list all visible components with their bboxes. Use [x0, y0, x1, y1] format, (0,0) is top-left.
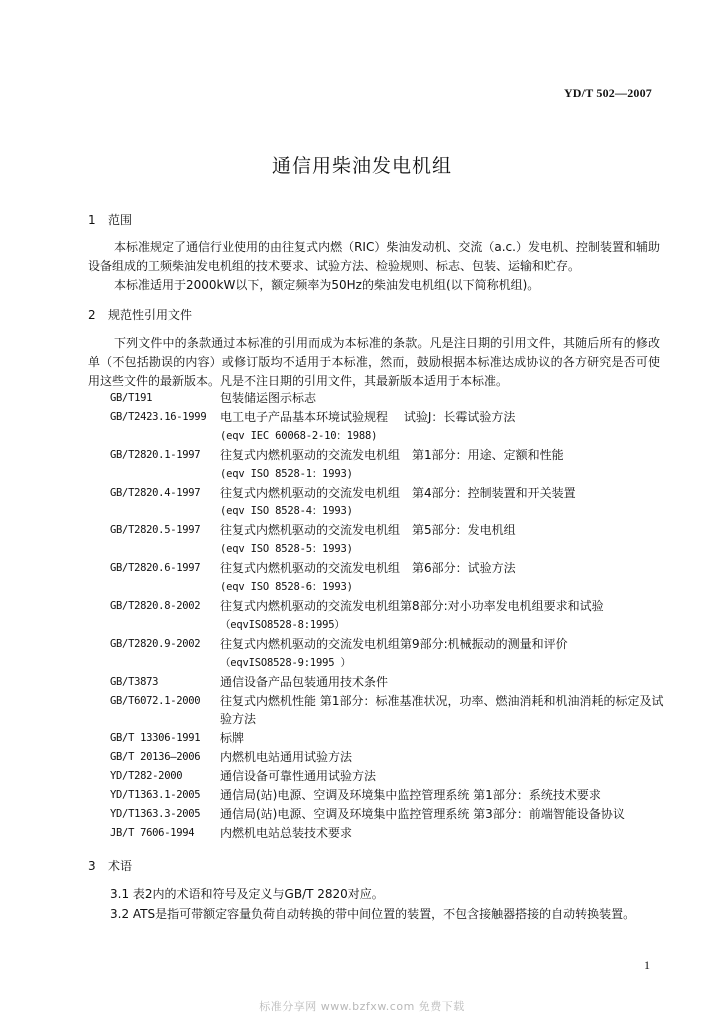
section-3-title: 术语 — [108, 859, 133, 873]
reference-item — [110, 389, 670, 408]
reference-item — [110, 446, 670, 484]
reference-item — [110, 805, 670, 824]
section-1-paragraph-2: 本标准适用于2000kW以下，额定频率为50Hz的柴油发电机组(以下简称机组)。 — [114, 278, 540, 292]
reference-title: 往复式内燃机驱动的交流发电机组 第1部分：用途、定额和性能 — [220, 447, 564, 462]
reference-code: YD/T282-2000 — [110, 770, 183, 783]
term-item-3-2: 3.2 ATS是指可带额定容量负荷自动转换的带中间位置的装置，不包含接触器搭接的自动转换装置。 — [110, 907, 636, 921]
reference-title: 内燃机电站总装技术要求 — [220, 825, 353, 840]
reference-code: GB/T2820.4-1997 — [110, 486, 201, 499]
section-2-number: 2 — [88, 308, 96, 322]
footer-watermark: 标准分享网 www.bzfxw.com 免费下载 — [259, 1000, 465, 1013]
reference-item — [110, 748, 670, 767]
section-2-intro: 下列文件中的条款通过本标准的引用而成为本标准的条款。凡是注日期的引用文件，其随后所有的修改单（不包括勘误的内容）或修订版均不适用于本标准，然而，鼓励根据本标准达成协议的各方研究是否可使用这些文件的最新版本。凡是不注日期的引用文件，其最新版本适用于本标准。 — [88, 336, 660, 388]
reference-list — [110, 389, 670, 843]
term-item-3-1: 3.1 表2内的术语和符号及定义与GB/T 2820对应。 — [110, 887, 384, 901]
reference-code: GB/T2820.6-1997 — [110, 562, 201, 575]
reference-item — [110, 786, 670, 805]
reference-item — [110, 597, 670, 635]
section-1-title: 范围 — [108, 213, 133, 227]
page-number: 1 — [644, 958, 650, 972]
section-2-title: 规范性引用文件 — [108, 308, 193, 322]
reference-equivalent: (eqv IEC 60068-2-10：1988) — [220, 429, 378, 442]
reference-title: 通信设备可靠性通用试验方法 — [220, 769, 377, 784]
reference-code: GB/T2423.16-1999 — [110, 410, 207, 423]
reference-title: 标牌 — [220, 731, 245, 746]
reference-item — [110, 729, 670, 748]
reference-code: GB/T2820.5-1997 — [110, 524, 201, 537]
section-3-heading — [88, 857, 132, 874]
reference-equivalent: (eqv ISO 8528-5：1993) — [220, 543, 353, 556]
reference-item — [110, 692, 670, 730]
reference-item — [110, 521, 670, 559]
reference-title: 往复式内燃机性能 第1部分：标准基准状况，功率、燃油消耗和机油消耗的标定及试验方法 — [220, 693, 664, 727]
reference-title: 电工电子产品基本环境试验规程 试验J：长霉试验方法 — [220, 409, 516, 424]
section-1-heading — [88, 211, 132, 228]
reference-title: 往复式内燃机驱动的交流发电机组第9部分:机械振动的测量和评价 — [220, 636, 568, 651]
reference-code: GB/T6072.1-2000 — [110, 694, 201, 707]
reference-equivalent: （eqvISO8528-8:1995） — [220, 618, 345, 631]
reference-code: GB/T3873 — [110, 675, 159, 688]
reference-title: 往复式内燃机驱动的交流发电机组 第4部分：控制装置和开关装置 — [220, 485, 576, 500]
reference-item — [110, 484, 670, 522]
reference-title: 通信局(站)电源、空调及环境集中监控管理系统 第1部分：系统技术要求 — [220, 788, 601, 803]
reference-code: GB/T2820.8-2002 — [110, 599, 201, 612]
reference-equivalent: (eqv ISO 8528-4：1993) — [220, 505, 353, 518]
reference-item — [110, 824, 670, 843]
reference-code: GB/T2820.1-1997 — [110, 448, 201, 461]
reference-item — [110, 408, 670, 446]
reference-equivalent: (eqv ISO 8528-6：1993) — [220, 581, 353, 594]
reference-item — [110, 767, 670, 786]
reference-title: 往复式内燃机驱动的交流发电机组 第6部分：试验方法 — [220, 561, 516, 576]
reference-code: YD/T1363.3-2005 — [110, 807, 201, 820]
reference-title: 通信设备产品包装通用技术条件 — [220, 674, 389, 689]
reference-equivalent: （eqvISO8528-9:1995 ） — [220, 656, 351, 669]
document-number: YD/T 502—2007 — [563, 86, 652, 100]
section-2-heading — [88, 306, 192, 323]
section-1-number: 1 — [88, 213, 96, 227]
section-3-number: 3 — [88, 859, 96, 873]
reference-code: YD/T1363.1-2005 — [110, 789, 201, 802]
reference-item — [110, 635, 670, 673]
reference-code: GB/T2820.9-2002 — [110, 637, 201, 650]
reference-code: GB/T 20136—2006 — [110, 751, 201, 764]
reference-title: 通信局(站)电源、空调及环境集中监控管理系统 第3部分：前端智能设备协议 — [220, 806, 625, 821]
reference-title: 包装储运图示标志 — [220, 391, 317, 405]
reference-title: 往复式内燃机驱动的交流发电机组 第5部分：发电机组 — [220, 523, 516, 538]
reference-title: 往复式内燃机驱动的交流发电机组第8部分:对小功率发电机组要求和试验 — [220, 598, 604, 613]
reference-equivalent: (eqv ISO 8528-1：1993) — [220, 467, 353, 480]
reference-item — [110, 559, 670, 597]
section-1-paragraph-1: 本标准规定了通信行业使用的由往复式内燃（RIC）柴油发动机、交流（a.c.）发电机、控制装置和辅助设备组成的工频柴油发电机组的技术要求、试验方法、检验规则、标志、包装、运输和贮存。 — [88, 240, 660, 273]
reference-item — [110, 673, 670, 692]
reference-code: GB/T 13306-1991 — [110, 732, 201, 745]
reference-code: JB/T 7606-1994 — [110, 826, 195, 839]
reference-code: GB/T191 — [110, 392, 153, 404]
reference-title: 内燃机电站通用试验方法 — [220, 750, 353, 765]
document-title: 通信用柴油发电机组 — [271, 155, 452, 177]
